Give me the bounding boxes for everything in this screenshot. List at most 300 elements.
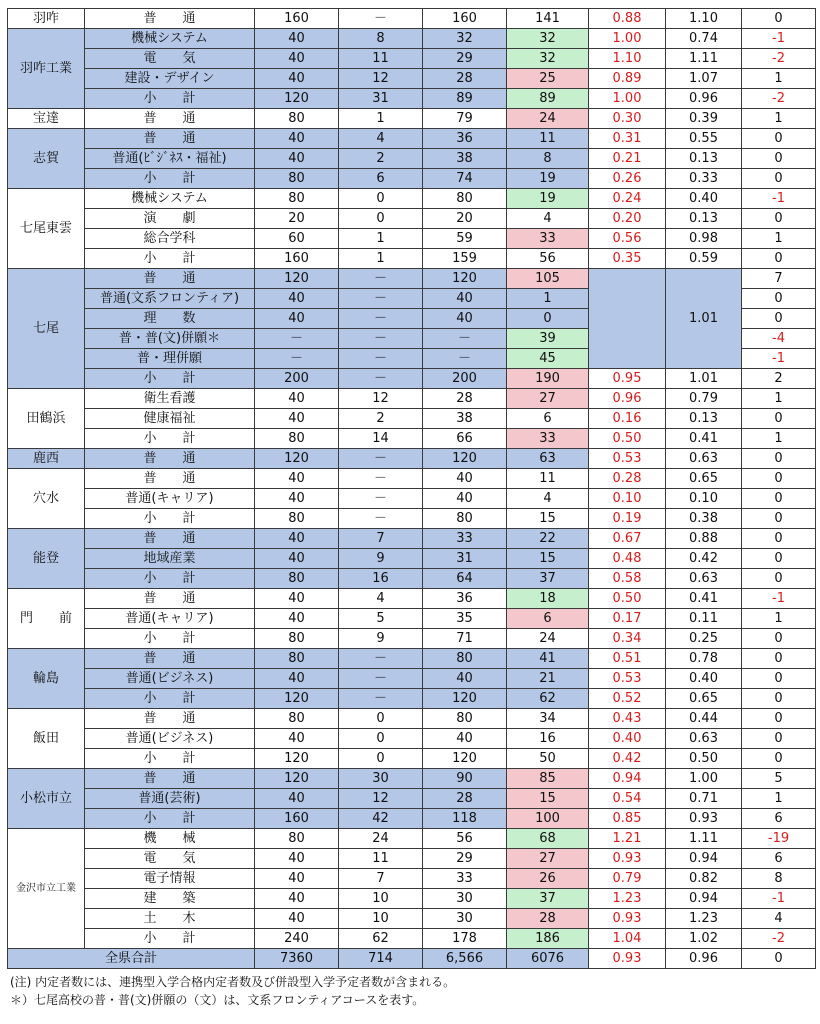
school-name: 志賀 <box>8 129 85 189</box>
course-name: 小 計 <box>85 169 255 189</box>
available-cell: 33 <box>423 869 507 889</box>
course-name: 小 計 <box>85 429 255 449</box>
capacity-cell: 40 <box>255 49 339 69</box>
course-name: 地域産業 <box>85 549 255 569</box>
available-cell: 79 <box>423 109 507 129</box>
available-cell: 90 <box>423 769 507 789</box>
capacity-cell: 40 <box>255 609 339 629</box>
course-name: 小 計 <box>85 629 255 649</box>
capacity-cell: 160 <box>255 809 339 829</box>
preadmit-cell: 14 <box>339 429 423 449</box>
diff-cell: 0 <box>742 709 816 729</box>
course-name: 建 築 <box>85 889 255 909</box>
table-row <box>8 669 816 689</box>
applicants-cell: 41 <box>507 649 589 669</box>
available-cell: 35 <box>423 609 507 629</box>
available-cell: 40 <box>423 489 507 509</box>
diff-cell: 0 <box>742 949 816 969</box>
diff-cell: 1 <box>742 109 816 129</box>
prev-ratio-cell: 0.94 <box>666 889 742 909</box>
table-row <box>8 389 816 409</box>
available-cell: 66 <box>423 429 507 449</box>
available-cell: 32 <box>423 29 507 49</box>
diff-cell: 2 <box>742 369 816 389</box>
ratio-cell: 0.58 <box>589 569 666 589</box>
ratio-cell: 0.88 <box>589 9 666 29</box>
note-2: ＊）七尾高校の普・普(文)併願の（文）は、文系フロンティアコースを表す。 <box>10 993 425 1007</box>
ratio-cell: 0.21 <box>589 149 666 169</box>
prev-ratio-cell: 0.96 <box>666 89 742 109</box>
course-name: 電子情報 <box>85 869 255 889</box>
applicants-cell: 85 <box>507 769 589 789</box>
table-row <box>8 49 816 69</box>
capacity-cell: 80 <box>255 829 339 849</box>
diff-cell: 0 <box>742 449 816 469</box>
ratio-cell: 0.48 <box>589 549 666 569</box>
course-name: 普 通 <box>85 769 255 789</box>
applicants-cell: 15 <box>507 549 589 569</box>
preadmit-cell: 4 <box>339 129 423 149</box>
table-row <box>8 749 816 769</box>
course-name: 普通(ﾋﾞｼﾞﾈｽ・福祉) <box>85 149 255 169</box>
ratio-cell: 0.10 <box>589 489 666 509</box>
ratio-cell: 0.28 <box>589 469 666 489</box>
applicants-cell: 141 <box>507 9 589 29</box>
course-name: 小 計 <box>85 249 255 269</box>
available-cell: 40 <box>423 469 507 489</box>
table-row <box>8 189 816 209</box>
diff-cell: 1 <box>742 789 816 809</box>
available-cell: 29 <box>423 849 507 869</box>
preadmit-cell: － <box>339 309 423 329</box>
course-name: 普通(ビジネス) <box>85 669 255 689</box>
preadmit-cell: 9 <box>339 549 423 569</box>
table-row <box>8 29 816 49</box>
diff-cell: 0 <box>742 509 816 529</box>
capacity-cell: 20 <box>255 209 339 229</box>
course-name: 小 計 <box>85 509 255 529</box>
capacity-cell: 40 <box>255 389 339 409</box>
applicants-cell: 6076 <box>507 949 589 969</box>
table-row <box>8 709 816 729</box>
applicants-cell: 100 <box>507 809 589 829</box>
ratio-cell: 0.53 <box>589 449 666 469</box>
preadmit-cell: 31 <box>339 89 423 109</box>
course-name: 普 通 <box>85 269 255 289</box>
preadmit-cell: 12 <box>339 789 423 809</box>
table-row <box>8 869 816 889</box>
diff-cell: 4 <box>742 909 816 929</box>
course-name: 小 計 <box>85 569 255 589</box>
prev-ratio-cell: 1.01 <box>666 369 742 389</box>
ratio-cell: 0.93 <box>589 849 666 869</box>
diff-cell: 0 <box>742 469 816 489</box>
applicants-cell: 33 <box>507 429 589 449</box>
prev-ratio-cell: 0.65 <box>666 689 742 709</box>
preadmit-cell: 7 <box>339 869 423 889</box>
preadmit-cell: － <box>339 489 423 509</box>
ratio-cell: 0.95 <box>589 369 666 389</box>
prev-ratio-cell: 0.11 <box>666 609 742 629</box>
ratio-cell: 1.21 <box>589 829 666 849</box>
course-name: 普 通 <box>85 649 255 669</box>
available-cell: 89 <box>423 89 507 109</box>
capacity-cell: 40 <box>255 29 339 49</box>
capacity-cell: 40 <box>255 149 339 169</box>
course-name: 機械システム <box>85 189 255 209</box>
diff-cell: -1 <box>742 889 816 909</box>
course-name: 建設・デザイン <box>85 69 255 89</box>
capacity-cell: 80 <box>255 509 339 529</box>
course-name: 普 通 <box>85 129 255 149</box>
course-name: 普 通 <box>85 469 255 489</box>
ratio-cell: 0.40 <box>589 729 666 749</box>
diff-cell: 0 <box>742 629 816 649</box>
prev-ratio-cell: 0.40 <box>666 189 742 209</box>
preadmit-cell: 8 <box>339 29 423 49</box>
available-cell: 6,566 <box>423 949 507 969</box>
applicants-cell: 33 <box>507 229 589 249</box>
diff-cell: 6 <box>742 849 816 869</box>
table-row <box>8 569 816 589</box>
available-cell: 28 <box>423 789 507 809</box>
course-name: 普通(文系フロンティア) <box>85 289 255 309</box>
prev-ratio-cell: 0.96 <box>666 949 742 969</box>
capacity-cell: 40 <box>255 869 339 889</box>
preadmit-cell: － <box>339 449 423 469</box>
school-name: 小松市立 <box>8 769 85 829</box>
capacity-cell: 120 <box>255 269 339 289</box>
course-name: 演 劇 <box>85 209 255 229</box>
course-name: 小 計 <box>85 689 255 709</box>
preadmit-cell: 11 <box>339 49 423 69</box>
preadmit-cell: － <box>339 669 423 689</box>
available-cell: 71 <box>423 629 507 649</box>
ratio-cell: 0.26 <box>589 169 666 189</box>
course-name: 普通(キャリア) <box>85 489 255 509</box>
preadmit-cell: 12 <box>339 389 423 409</box>
prev-ratio-cell: 0.63 <box>666 449 742 469</box>
prev-ratio-cell: 0.13 <box>666 209 742 229</box>
available-cell: 36 <box>423 589 507 609</box>
prev-ratio-cell: 1.10 <box>666 9 742 29</box>
diff-cell: 0 <box>742 209 816 229</box>
capacity-cell: 40 <box>255 469 339 489</box>
applicants-cell: 32 <box>507 29 589 49</box>
capacity-cell: 120 <box>255 449 339 469</box>
applicants-cell: 6 <box>507 609 589 629</box>
available-cell: 40 <box>423 289 507 309</box>
diff-cell: 1 <box>742 389 816 409</box>
preadmit-cell: 5 <box>339 609 423 629</box>
capacity-cell: 160 <box>255 249 339 269</box>
prev-ratio-cell: 0.93 <box>666 809 742 829</box>
table-row <box>8 9 816 29</box>
preadmit-cell: 16 <box>339 569 423 589</box>
ratio-cell: 0.34 <box>589 629 666 649</box>
preadmit-cell: 10 <box>339 889 423 909</box>
table-row <box>8 529 816 549</box>
available-cell: 28 <box>423 389 507 409</box>
diff-cell: -19 <box>742 829 816 849</box>
diff-cell: 7 <box>742 269 816 289</box>
ratio-cell: 0.94 <box>589 769 666 789</box>
ratio-cell: 0.56 <box>589 229 666 249</box>
diff-cell: 5 <box>742 769 816 789</box>
available-cell: 40 <box>423 669 507 689</box>
available-cell: 30 <box>423 889 507 909</box>
table-row <box>8 169 816 189</box>
course-name: 小 計 <box>85 89 255 109</box>
school-name: 七尾東雲 <box>8 189 85 269</box>
prev-ratio-cell: 0.79 <box>666 389 742 409</box>
applicants-cell: 27 <box>507 389 589 409</box>
available-cell: 120 <box>423 269 507 289</box>
school-name: 鹿西 <box>8 449 85 469</box>
diff-cell: 6 <box>742 809 816 829</box>
school-name: 輪島 <box>8 649 85 709</box>
diff-cell: -1 <box>742 589 816 609</box>
applicants-cell: 1 <box>507 289 589 309</box>
preadmit-cell: 24 <box>339 829 423 849</box>
available-cell: 74 <box>423 169 507 189</box>
available-cell: 160 <box>423 9 507 29</box>
ratio-cell: 0.54 <box>589 789 666 809</box>
diff-cell: 0 <box>742 749 816 769</box>
preadmit-cell: 2 <box>339 149 423 169</box>
prev-ratio-cell: 0.38 <box>666 509 742 529</box>
ratio-cell: 0.96 <box>589 389 666 409</box>
preadmit-cell: － <box>339 289 423 309</box>
total-label: 全県合計 <box>8 949 255 969</box>
course-name: 普通(芸術) <box>85 789 255 809</box>
prev-ratio-cell: 0.50 <box>666 749 742 769</box>
ratio-cell: 1.00 <box>589 29 666 49</box>
ratio-cell: 0.51 <box>589 649 666 669</box>
capacity-cell: 160 <box>255 9 339 29</box>
school-name: 羽咋工業 <box>8 29 85 109</box>
available-cell: 64 <box>423 569 507 589</box>
school-name: 田鶴浜 <box>8 389 85 449</box>
diff-cell: 0 <box>742 309 816 329</box>
preadmit-cell: 11 <box>339 849 423 869</box>
course-name: 普通(キャリア) <box>85 609 255 629</box>
capacity-cell: 80 <box>255 649 339 669</box>
diff-cell: 0 <box>742 289 816 309</box>
table-row <box>8 769 816 789</box>
table-row <box>8 809 816 829</box>
diff-cell: 0 <box>742 669 816 689</box>
table-row <box>8 409 816 429</box>
course-name: 機械システム <box>85 29 255 49</box>
available-cell: 40 <box>423 309 507 329</box>
available-cell: 56 <box>423 829 507 849</box>
ratio-cell: 0.30 <box>589 109 666 129</box>
diff-cell: 1 <box>742 229 816 249</box>
enrollment-table <box>7 8 816 969</box>
capacity-cell: 40 <box>255 409 339 429</box>
ratio-cell: 0.93 <box>589 909 666 929</box>
course-name: 普・理併願 <box>85 349 255 369</box>
available-cell: 159 <box>423 249 507 269</box>
preadmit-cell: － <box>339 509 423 529</box>
prev-ratio-cell: 1.00 <box>666 769 742 789</box>
available-cell: 178 <box>423 929 507 949</box>
course-name: 健康福祉 <box>85 409 255 429</box>
prev-ratio-cell: 0.44 <box>666 709 742 729</box>
capacity-cell: 80 <box>255 429 339 449</box>
prev-ratio-cell: 1.02 <box>666 929 742 949</box>
table-row <box>8 649 816 669</box>
prev-ratio-cell: 0.41 <box>666 429 742 449</box>
applicants-cell: 37 <box>507 889 589 909</box>
capacity-cell: 40 <box>255 589 339 609</box>
school-name: 飯田 <box>8 709 85 769</box>
applicants-cell: 0 <box>507 309 589 329</box>
table-row <box>8 489 816 509</box>
prev-ratio-cell: 1.07 <box>666 69 742 89</box>
course-name: 総合学科 <box>85 229 255 249</box>
preadmit-cell: 12 <box>339 69 423 89</box>
table-row <box>8 89 816 109</box>
preadmit-cell: 1 <box>339 229 423 249</box>
prev-ratio-cell: 0.74 <box>666 29 742 49</box>
available-cell: 80 <box>423 649 507 669</box>
prev-ratio-cell: 0.13 <box>666 409 742 429</box>
preadmit-cell: 0 <box>339 749 423 769</box>
applicants-cell: 6 <box>507 409 589 429</box>
preadmit-cell: 0 <box>339 729 423 749</box>
diff-cell: -2 <box>742 49 816 69</box>
table-row <box>8 789 816 809</box>
preadmit-cell: 714 <box>339 949 423 969</box>
ratio-cell: 0.79 <box>589 869 666 889</box>
preadmit-cell: － <box>339 369 423 389</box>
prev-ratio-cell: 0.63 <box>666 569 742 589</box>
capacity-cell: 40 <box>255 669 339 689</box>
capacity-cell: 40 <box>255 889 339 909</box>
preadmit-cell: － <box>339 469 423 489</box>
capacity-cell: 120 <box>255 749 339 769</box>
ratio-cell: 0.67 <box>589 529 666 549</box>
preadmit-cell: 9 <box>339 629 423 649</box>
school-name: 七尾 <box>8 269 85 389</box>
available-cell: 200 <box>423 369 507 389</box>
table-row <box>8 829 816 849</box>
ratio-cell: 0.52 <box>589 689 666 709</box>
capacity-cell: 40 <box>255 129 339 149</box>
table-row <box>8 849 816 869</box>
diff-cell: -1 <box>742 349 816 369</box>
table-row <box>8 429 816 449</box>
available-cell: 36 <box>423 129 507 149</box>
prev-ratio-cell: 0.42 <box>666 549 742 569</box>
ratio-cell: 0.35 <box>589 249 666 269</box>
course-name: 電 気 <box>85 849 255 869</box>
diff-cell: 0 <box>742 149 816 169</box>
applicants-cell: 8 <box>507 149 589 169</box>
applicants-cell: 16 <box>507 729 589 749</box>
table-row <box>8 509 816 529</box>
applicants-cell: 105 <box>507 269 589 289</box>
ratio-cell: 1.04 <box>589 929 666 949</box>
prev-ratio-cell: 0.63 <box>666 729 742 749</box>
capacity-cell: 80 <box>255 169 339 189</box>
diff-cell: 1 <box>742 429 816 449</box>
total-row <box>8 949 816 969</box>
applicants-cell: 32 <box>507 49 589 69</box>
prev-ratio-cell: 0.39 <box>666 109 742 129</box>
available-cell: 80 <box>423 709 507 729</box>
course-name: 小 計 <box>85 749 255 769</box>
capacity-cell: 80 <box>255 629 339 649</box>
diff-cell: 0 <box>742 409 816 429</box>
available-cell: 80 <box>423 509 507 529</box>
available-cell: 38 <box>423 409 507 429</box>
prev-ratio-cell: 0.71 <box>666 789 742 809</box>
preadmit-cell: － <box>339 9 423 29</box>
prev-ratio-cell: 0.65 <box>666 469 742 489</box>
preadmit-cell: 30 <box>339 769 423 789</box>
applicants-cell: 11 <box>507 129 589 149</box>
table-row <box>8 109 816 129</box>
capacity-cell: 80 <box>255 569 339 589</box>
capacity-cell: 40 <box>255 549 339 569</box>
capacity-cell: 80 <box>255 709 339 729</box>
applicants-cell: 34 <box>507 709 589 729</box>
course-name: 機 械 <box>85 829 255 849</box>
available-cell: 20 <box>423 209 507 229</box>
table-row <box>8 149 816 169</box>
prev-ratio-cell: 0.98 <box>666 229 742 249</box>
available-cell: 59 <box>423 229 507 249</box>
course-name: 普 通 <box>85 9 255 29</box>
table-row <box>8 889 816 909</box>
applicants-cell: 24 <box>507 629 589 649</box>
capacity-cell: 120 <box>255 769 339 789</box>
school-name: 門 前 <box>8 589 85 649</box>
diff-cell: 0 <box>742 729 816 749</box>
school-name: 宝達 <box>8 109 85 129</box>
applicants-cell: 28 <box>507 909 589 929</box>
prev-ratio-cell: 0.82 <box>666 869 742 889</box>
preadmit-cell: － <box>339 329 423 349</box>
table-row <box>8 589 816 609</box>
applicants-cell: 89 <box>507 89 589 109</box>
applicants-cell: 63 <box>507 449 589 469</box>
applicants-cell: 15 <box>507 789 589 809</box>
capacity-cell: － <box>255 349 339 369</box>
table-row <box>8 729 816 749</box>
available-cell: 29 <box>423 49 507 69</box>
table-row <box>8 609 816 629</box>
diff-cell: 0 <box>742 249 816 269</box>
prev-ratio-cell: 1.23 <box>666 909 742 929</box>
available-cell: 118 <box>423 809 507 829</box>
applicants-cell: 27 <box>507 849 589 869</box>
table-row <box>8 249 816 269</box>
course-name: 小 計 <box>85 929 255 949</box>
capacity-cell: 80 <box>255 189 339 209</box>
prev-ratio-cell: 0.13 <box>666 149 742 169</box>
ratio-cell: 0.43 <box>589 709 666 729</box>
diff-cell: 0 <box>742 549 816 569</box>
ratio-cell: 0.20 <box>589 209 666 229</box>
preadmit-cell: － <box>339 349 423 369</box>
diff-cell: -2 <box>742 89 816 109</box>
course-name: 普 通 <box>85 589 255 609</box>
applicants-cell: 21 <box>507 669 589 689</box>
